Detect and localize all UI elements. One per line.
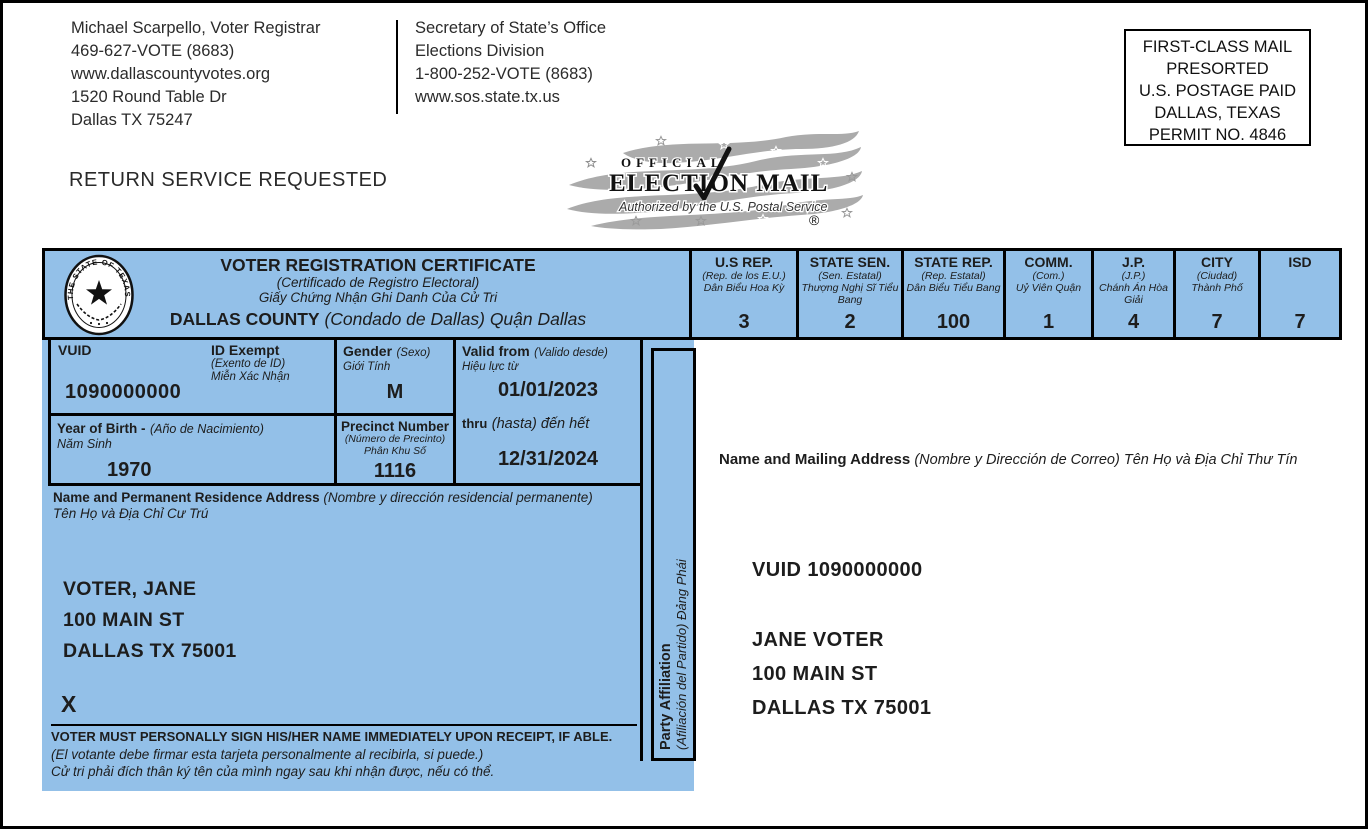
mailing-label-sub: (Nombre y Dirección de Correo) Tên Họ và Địa Chỉ Thư Tín [914, 452, 1298, 468]
registrar-line: 469-627-VOTE (8683) [71, 42, 235, 60]
secretary-of-state-block [415, 17, 606, 109]
vuid-label: VUID [58, 342, 92, 358]
gender-value: M [386, 380, 404, 403]
district-value: 7 [1294, 311, 1306, 333]
signature-x-mark: X [61, 691, 77, 717]
district-sub-es: (Com.) [1032, 270, 1065, 282]
county-sub: (Condado de Dallas) Quận Dallas [324, 309, 587, 329]
year-of-birth-cell [51, 413, 334, 483]
residence-address-cell [45, 486, 643, 779]
return-service-requested: RETURN SERVICE REQUESTED [69, 169, 388, 191]
district-sub-es: (Sen. Estatal) [818, 270, 882, 282]
party-affiliation-text [658, 559, 690, 750]
logo-official-text: OFFICIAL [621, 155, 725, 170]
district-value: 3 [738, 311, 750, 333]
logo-authorized-text: Authorized by the U.S. Postal Service [619, 200, 828, 214]
sos-line: www.sos.state.tx.us [415, 88, 560, 106]
district-value: 1 [1042, 311, 1055, 333]
district-sub-es: (J.P.) [1121, 270, 1146, 282]
sos-line: Elections Division [415, 42, 545, 60]
registrar-address-block [71, 17, 320, 132]
year-of-birth-value: 1970 [107, 458, 152, 481]
mailing-line: JANE VOTER [752, 629, 884, 651]
district-value: 4 [1127, 311, 1140, 333]
postage-permit-box [1124, 29, 1311, 146]
residence-label-en: Name and Permanent Residence Address [53, 490, 320, 505]
sos-line: Secretary of State’s Office [415, 19, 607, 37]
district-sub-es: (Rep. Estatal) [921, 270, 986, 282]
precinct-cell [334, 413, 453, 483]
postage-line: DALLAS, TEXAS [1154, 104, 1281, 122]
residence-label-es: (Nombre y dirección residencial permanente) [323, 490, 593, 505]
certificate-fields-grid [48, 337, 643, 486]
party-affiliation-strip [651, 348, 696, 761]
id-exempt-sub-vi: Miễn Xác Nhận [211, 370, 290, 383]
party-sub: (Afiliación del Partido) Đảng Phái [674, 559, 689, 750]
signature-line [51, 724, 637, 726]
residence-line: 100 MAIN ST [63, 609, 185, 631]
postage-line: FIRST-CLASS MAIL [1142, 38, 1293, 56]
registrar-line: 1520 Round Table Dr [71, 88, 227, 106]
thru-value: 12/31/2024 [497, 447, 599, 470]
district-label: CITY [1201, 254, 1233, 270]
precinct-sub-vi: Phân Khu Số [364, 444, 426, 457]
district-city [1173, 251, 1258, 337]
valid-from-value: 01/01/2023 [497, 378, 599, 401]
year-of-birth-sub-es: (Año de Nacimiento) [149, 422, 264, 436]
year-of-birth-label: Year of Birth - [57, 421, 146, 436]
district-sub-vi: Chánh Án Hòa Giải [1099, 282, 1168, 306]
residence-address-label [53, 490, 593, 522]
residence-line: DALLAS TX 75001 [63, 640, 237, 662]
mailing-address-value [752, 623, 931, 725]
gender-cell [334, 340, 453, 413]
district-us-rep [689, 251, 796, 337]
residence-line: VOTER, JANE [63, 578, 197, 600]
gender-sub-vi: Giới Tính [343, 361, 391, 373]
thru-label: thru [462, 415, 488, 431]
district-label: STATE SEN. [809, 254, 891, 270]
district-sub-es: (Rep. de los E.U.) [702, 270, 786, 282]
district-label: COMM. [1024, 254, 1073, 270]
county-name: DALLAS COUNTY [169, 309, 320, 329]
district-label: STATE REP. [914, 254, 993, 270]
registrar-line: Michael Scarpello, Voter Registrar [71, 19, 321, 37]
precinct-label: Precinct Number [340, 419, 450, 434]
id-exempt-sub-es: (Exento de ID) [211, 358, 286, 370]
district-label: U.S REP. [714, 254, 774, 270]
seal-text: THE STATE OF TEXAS [65, 257, 133, 301]
certificate-title-section [45, 251, 689, 337]
mailing-address-label [719, 451, 1297, 468]
postage-line: U.S. POSTAGE PAID [1138, 82, 1297, 100]
mailing-vuid-line: VUID 1090000000 [752, 559, 923, 581]
vuid-cell [51, 340, 334, 413]
precinct-value: 1116 [373, 460, 417, 482]
signature-note-vi: Cử tri phải đích thân ký tên của mình ngay sau khi nhận được, nếu có thể. [51, 764, 495, 779]
district-value: 7 [1211, 311, 1223, 333]
valid-from-sub-vi: Hiệu lực từ [462, 361, 519, 373]
district-value: 100 [936, 311, 971, 333]
residence-address-value [63, 574, 237, 667]
signature-instructions [51, 728, 612, 781]
district-comm [1003, 251, 1091, 337]
district-label: ISD [1288, 254, 1312, 270]
sos-line: 1-800-252-VOTE (8683) [415, 65, 593, 83]
district-sub-vi: Dân Biểu Tiểu Bang [906, 282, 1001, 294]
mailing-label-en: Name and Mailing Address [719, 451, 911, 468]
gender-label: Gender [343, 343, 393, 359]
valid-dates-cell [453, 340, 640, 483]
residence-label-vi: Tên Họ và Địa Chỉ Cư Trú [53, 506, 209, 521]
district-sub-vi: Uỷ Viên Quận [1015, 282, 1082, 294]
id-exempt-label: ID Exempt [211, 342, 280, 358]
valid-from-sub-es: (Valido desde) [534, 347, 608, 359]
logo-election-mail-text: ELECTION MAIL [609, 170, 829, 197]
district-state-rep [901, 251, 1003, 337]
certificate-title-es: (Certificado de Registro Electoral) [276, 275, 480, 290]
certificate-header-band [42, 248, 1342, 340]
district-jp [1091, 251, 1173, 337]
valid-from-label: Valid from [462, 343, 530, 359]
postage-line: PRESORTED [1166, 60, 1269, 78]
id-exempt-block [211, 343, 290, 383]
district-value: 2 [844, 311, 856, 333]
district-sub-vi: Thượng Nghị Sĩ Tiểu Bang [801, 282, 899, 306]
precinct-sub-es: (Número de Precinto) [344, 433, 446, 445]
mailing-line: 100 MAIN ST [752, 663, 878, 685]
vuid-value: 1090000000 [65, 381, 182, 403]
registrar-line: Dallas TX 75247 [71, 111, 193, 129]
year-of-birth-sub-vi: Năm Sinh [57, 437, 112, 451]
certificate-title: VOTER REGISTRATION CERTIFICATE [220, 255, 536, 275]
district-sub-es: (Ciudad) [1196, 270, 1238, 282]
official-election-mail-logo [561, 129, 866, 231]
district-state-sen [796, 251, 901, 337]
sender-divider [396, 20, 398, 114]
gender-sub-es: (Sexo) [396, 347, 431, 359]
mailing-line: DALLAS TX 75001 [752, 697, 932, 719]
registrar-line: www.dallascountyvotes.org [71, 65, 271, 83]
district-isd [1258, 251, 1339, 337]
certificate-title-vi: Giấy Chứng Nhận Ghi Danh Của Cử Tri [258, 290, 498, 305]
party-label: Party Affiliation [658, 643, 674, 750]
texas-state-seal [63, 254, 135, 336]
thru-sub: (hasta) đến hết [491, 415, 590, 432]
district-label: J.P. [1121, 254, 1146, 270]
signature-note-es: (El votante debe firmar esta tarjeta personalmente al recibirla, si puede.) [51, 746, 484, 762]
registered-trademark-icon: ® [809, 212, 820, 228]
district-sub-vi: Dân Biểu Hoa Kỳ [703, 282, 785, 294]
signature-note-en: VOTER MUST PERSONALLY SIGN HIS/HER NAME IMMEDIATELY UPON RECEIPT, IF ABLE. [51, 729, 613, 744]
district-sub-vi: Thành Phố [1191, 282, 1243, 294]
postage-line: PERMIT NO. 4846 [1148, 126, 1287, 144]
county-line [145, 308, 611, 330]
